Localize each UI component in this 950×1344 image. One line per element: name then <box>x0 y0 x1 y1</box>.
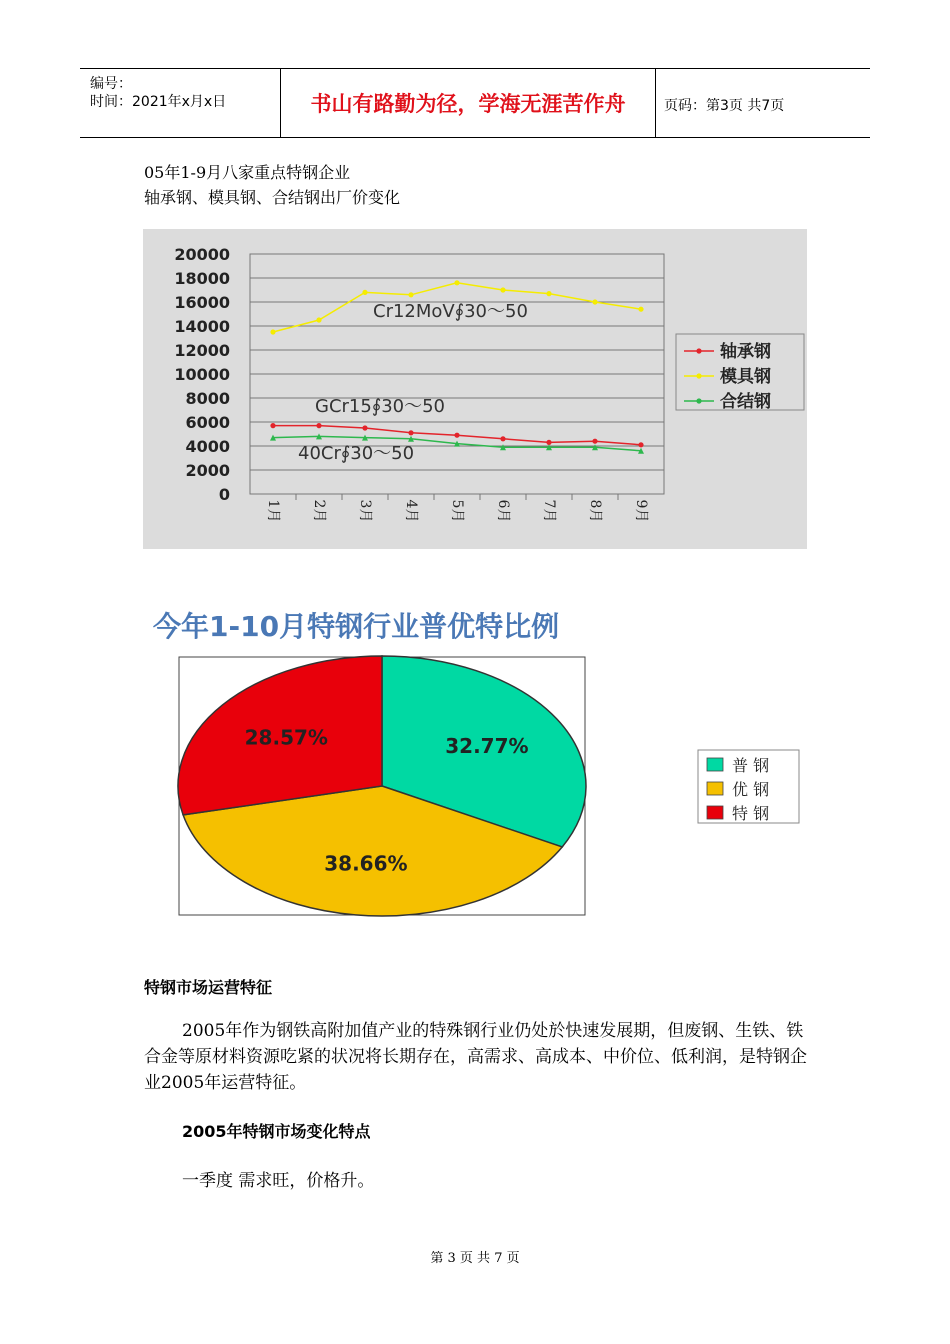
legend-label: 轴承钢 <box>720 342 771 362</box>
y-tick-label: 4000 <box>185 437 230 456</box>
x-tick-label: 1月 <box>265 499 281 523</box>
section-title: 特钢市场运营特征 <box>144 978 273 997</box>
slice-label: 38.66% <box>324 851 408 876</box>
price-line-chart <box>143 229 807 549</box>
data-point <box>408 292 413 297</box>
x-tick-label: 4月 <box>403 499 419 523</box>
page-header <box>80 68 870 138</box>
x-tick-label: 8月 <box>587 499 603 523</box>
steel-ratio-pie-chart <box>145 598 805 920</box>
pie-legend-swatch <box>707 806 723 819</box>
body-line: 一季度 需求旺，价格升。 <box>182 1171 375 1191</box>
y-tick-label: 6000 <box>185 413 230 432</box>
y-tick-label: 10000 <box>174 365 230 384</box>
series-annotation: 40Cr∮30～50 <box>298 443 415 464</box>
y-tick-label: 2000 <box>185 461 230 480</box>
data-point <box>316 317 321 322</box>
y-tick-label: 12000 <box>174 341 230 360</box>
y-tick-label: 16000 <box>174 293 230 312</box>
legend-label: 合结钢 <box>720 392 771 412</box>
data-point <box>316 423 321 428</box>
legend-label: 模具钢 <box>720 367 771 387</box>
data-point <box>638 307 643 312</box>
data-point <box>592 299 597 304</box>
data-point <box>362 425 367 430</box>
data-point <box>270 423 275 428</box>
series-annotation: Cr12MoV∮30～50 <box>373 301 528 322</box>
data-point <box>454 280 459 285</box>
subsection-title: 2005年特钢市场变化特点 <box>182 1122 371 1141</box>
body-paragraph: 2005年作为钢铁高附加值产业的特殊钢行业仍处於快速发展期，但废钢、生铁、铁合金等原材料资源吃紧的状况将长期存在，高需求、高成本、中价位、低利润，是特钢企业2005年运营特征。 <box>144 1021 807 1093</box>
data-point <box>638 442 643 447</box>
x-tick-label: 7月 <box>541 499 557 523</box>
header-motto: 书山有路勤为径，学海无涯苦作舟 <box>280 69 656 137</box>
pie-legend-label: 普 钢 <box>732 756 770 775</box>
pie-title: 今年1-10月特钢行业普优特比例 <box>153 610 560 643</box>
x-tick-label: 6月 <box>495 499 511 523</box>
header-info <box>80 69 280 137</box>
data-point <box>454 433 459 438</box>
x-tick-label: 2月 <box>311 499 327 523</box>
page-footer: 第 3 页 共 7 页 <box>430 1251 520 1266</box>
y-tick-label: 14000 <box>174 317 230 336</box>
data-point <box>546 291 551 296</box>
caption-line1: 05年1-9月八家重点特钢企业 <box>144 163 351 182</box>
pie-legend-label: 特 钢 <box>732 804 770 823</box>
legend-marker <box>696 373 701 378</box>
x-tick-label: 3月 <box>357 499 373 523</box>
caption-line2: 轴承钢、模具钢、合结钢出厂价变化 <box>144 188 401 207</box>
y-tick-label: 20000 <box>174 245 230 264</box>
pie-legend-swatch <box>707 758 723 771</box>
x-tick-label: 5月 <box>449 499 465 523</box>
pie-legend-swatch <box>707 782 723 795</box>
legend-marker <box>696 398 701 403</box>
slice-label: 28.57% <box>244 725 328 750</box>
legend-marker <box>696 348 701 353</box>
slice-label: 32.77% <box>445 733 529 758</box>
data-point <box>362 290 367 295</box>
number-label: 编号： <box>90 76 132 92</box>
data-point <box>500 287 505 292</box>
data-point <box>270 329 275 334</box>
y-tick-label: 0 <box>218 485 230 504</box>
data-point <box>592 439 597 444</box>
data-point <box>500 436 505 441</box>
header-page-label: 页码：第3页 共7页 <box>664 98 785 114</box>
data-point <box>408 430 413 435</box>
series-annotation: GCr15∮30～50 <box>315 396 446 417</box>
date-label: 时间：2021年x月x日 <box>90 94 227 110</box>
pie-legend-label: 优 钢 <box>732 780 770 799</box>
x-tick-label: 9月 <box>633 499 649 523</box>
y-tick-label: 18000 <box>174 269 230 288</box>
y-tick-label: 8000 <box>185 389 230 408</box>
